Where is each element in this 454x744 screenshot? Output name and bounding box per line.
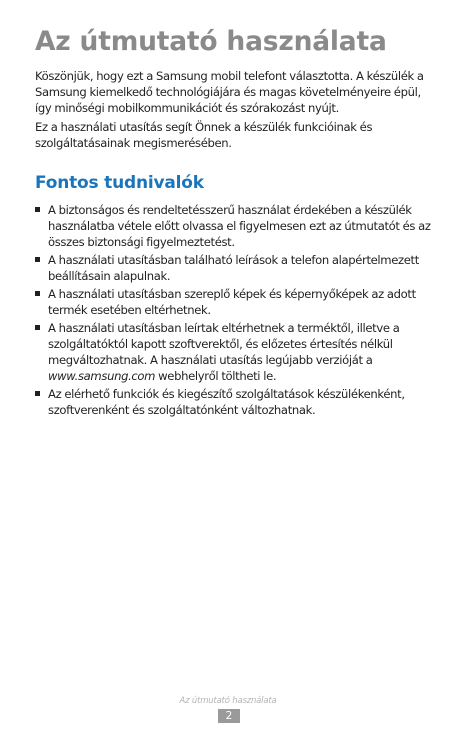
bullet-item [35, 386, 435, 418]
page-title: Az útmutató használata [35, 26, 387, 57]
bullet-square-icon [35, 391, 40, 396]
bullet-list [35, 202, 435, 420]
bullet-text-after-link: webhelyről töltheti le. [155, 369, 277, 383]
bullet-text: Az elérhető funkciók és kiegészítő szolgáltatások készülékenként, szoftverenként és szolgáltatónként változhatnak. [48, 387, 405, 417]
bullet-text-before-link: A használati utasításban leírtak eltérhetnek a terméktől, illetve a szolgáltatóktól kapott szoftverektől, és előzetes értesítés nélkül megváltozhatnak. A használati utasítás legújabb verzióját a [48, 321, 400, 367]
section-title: Fontos tudnivalók [35, 173, 204, 193]
intro-paragraph: Ez a használati utasítás segít Önnek a készülék funkcióinak és szolgáltatásainak megismerésében. [35, 120, 373, 150]
bullet-text: A biztonságos és rendeltetésszerű használat érdekében a készülék használatba vétele előtt olvassa el figyelmesen ezt az útmutatót és az összes biztonsági figyelmeztetést. [48, 203, 431, 249]
bullet-text: A használati utasításban szereplő képek és képernyőképek az adott termék esetében eltérhetnek. [48, 287, 416, 317]
bullet-item [35, 252, 435, 284]
page-footer [0, 696, 454, 736]
page-number-badge: 2 [218, 709, 240, 723]
bullet-square-icon [35, 207, 40, 212]
footer-label: Az útmutató használata [179, 696, 277, 706]
bullet-item [35, 286, 435, 318]
samsung-website-link[interactable]: www.samsung.com [48, 369, 156, 383]
intro-paragraph: Köszönjük, hogy ezt a Samsung mobil telefont választotta. A készülék a Samsung kiemelkedő technológiájára és magas követelményeire épül, így minőségi mobilkommunikációt és szórakozást nyújt. [35, 69, 424, 115]
bullet-square-icon [35, 291, 40, 296]
bullet-square-icon [35, 257, 40, 262]
bullet-text: A használati utasításban található leírások a telefon alapértelmezett beállításain alapulnak. [48, 253, 419, 283]
bullet-item [35, 202, 435, 250]
intro-text [35, 68, 430, 154]
bullet-item [35, 320, 435, 384]
bullet-square-icon [35, 325, 40, 330]
